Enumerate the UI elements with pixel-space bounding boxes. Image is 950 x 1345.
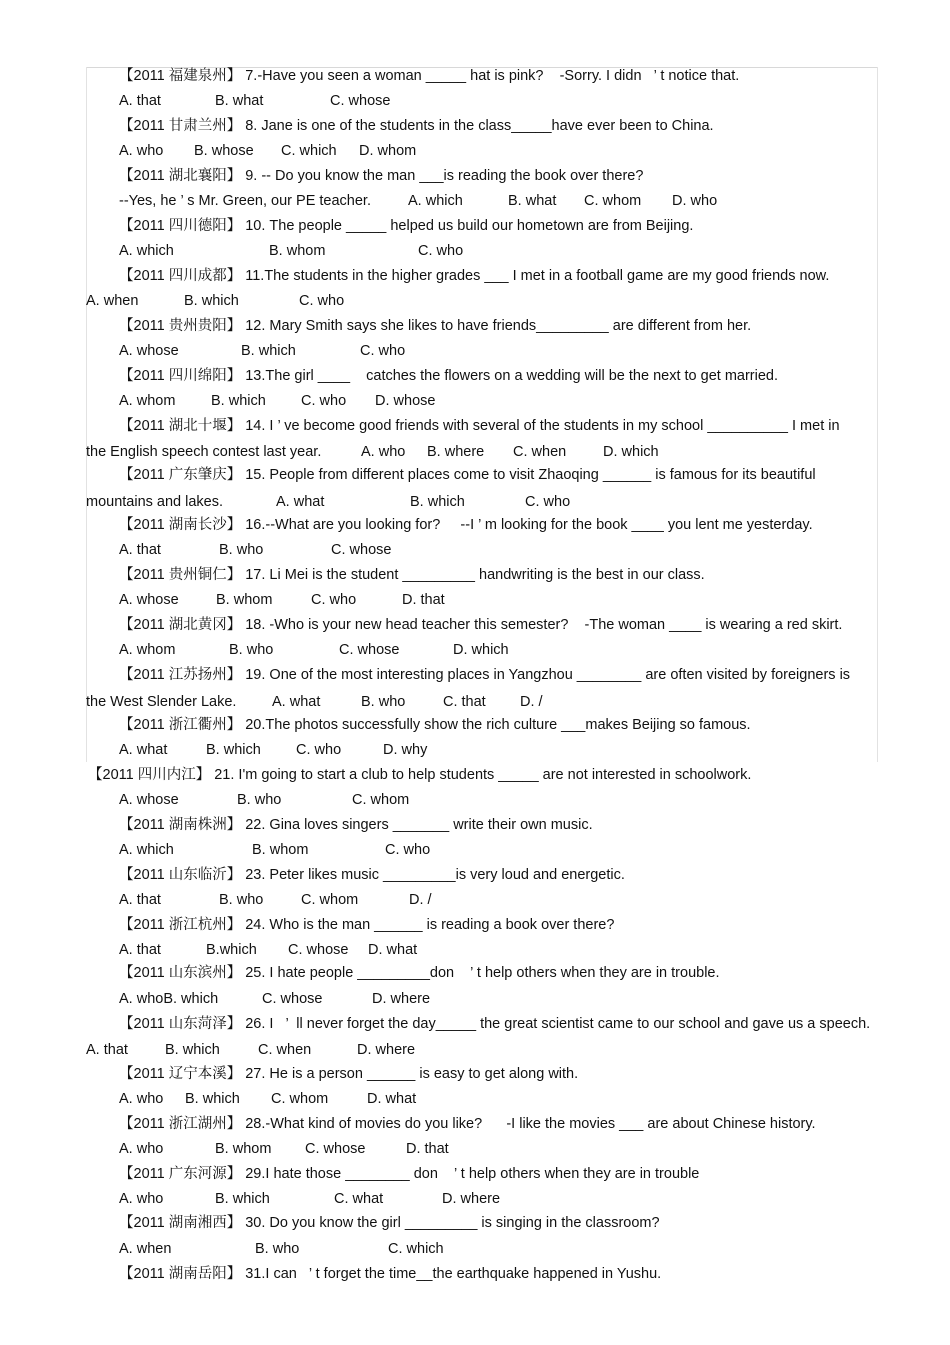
question-stem: 【2011 四川成都】 11.The students in the higher grades ___ I met in a football game are my good friends now.: [119, 268, 830, 284]
option: A. that: [119, 942, 161, 958]
option: A. whose: [119, 792, 179, 808]
option: B. who: [255, 1241, 300, 1257]
option: B. who: [219, 542, 264, 558]
option: A. who: [119, 1091, 164, 1107]
question-stem: 【2011 湖北襄阳】 9. -- Do you know the man ___is reading the book over there?: [119, 168, 644, 184]
option: A. that: [86, 1042, 128, 1058]
option: C. whose: [330, 93, 391, 109]
options-line: [86, 1041, 415, 1059]
option: C. who: [385, 842, 431, 858]
option: B. whom: [215, 1141, 272, 1157]
options-line: [119, 741, 427, 759]
option: A. what: [272, 694, 321, 710]
option: D. who: [672, 193, 718, 209]
option: D. whose: [375, 393, 436, 409]
options-line: [119, 142, 416, 160]
options-line: [119, 591, 445, 609]
option: B. which: [241, 343, 296, 359]
options-line: [86, 443, 659, 461]
question-stem: 【2011 湖南长沙】 16.--What are you looking for? --I ’ m looking for the book ____ you lent me yesterday.: [119, 517, 813, 533]
option: A. that: [119, 892, 161, 908]
option: C. who: [301, 393, 347, 409]
option: B. which: [211, 393, 266, 409]
option: C. whom: [352, 792, 410, 808]
option: D. why: [383, 742, 428, 758]
option: C. when: [258, 1042, 312, 1058]
question-stem: 【2011 贵州铜仁】 17. Li Mei is the student _________ handwriting is the best in our class.: [119, 567, 705, 583]
option: A. whose: [119, 592, 179, 608]
frame-left-border: [86, 67, 87, 762]
question-stem: 【2011 浙江湖州】 28.-What kind of movies do you like? -I like the movies ___ are about Chinese history.: [119, 1116, 816, 1132]
question-stem: 【2011 江苏扬州】 19. One of the most interesting places in Yangzhou ________ are often visited by foreigners is: [119, 667, 851, 683]
option: D. /: [520, 694, 543, 710]
question-stem: 【2011 山东菏泽】 26. I ’ ll never forget the day_____ the great scientist came to our school and gave us a speech.: [119, 1016, 871, 1032]
question-stem: 【2011 浙江衢州】 20.The photos successfully show the rich culture ___makes Beijing so famous.: [119, 717, 751, 733]
question-stem: 【2011 广东肇庆】 15. People from different places come to visit Zhaoqing ______ is famous for its beautiful: [119, 467, 816, 483]
question-stem: 【2011 湖南岳阳】 31.I can ’ t forget the time__the earthquake happened in Yushu.: [119, 1266, 662, 1282]
question-stem: 【2011 湖南湘西】 30. Do you know the girl _________ is singing in the classroom?: [119, 1215, 660, 1231]
option: A. whoB. which: [119, 991, 219, 1007]
option: B. which: [184, 293, 239, 309]
option: A. what: [119, 742, 168, 758]
option: B. who: [219, 892, 264, 908]
option: C. who: [360, 343, 406, 359]
question-stem: 【2011 山东临沂】 23. Peter likes music _________is very loud and energetic.: [119, 867, 625, 883]
option: D. which: [453, 642, 509, 658]
options-line: [86, 292, 344, 310]
question-stem: 【2011 湖南株洲】 22. Gina loves singers _______ write their own music.: [119, 817, 593, 833]
option: B. which: [215, 1191, 270, 1207]
option: B. which: [410, 494, 465, 510]
option: D. /: [409, 892, 432, 908]
option: A. which: [119, 842, 174, 858]
option: D. that: [406, 1141, 449, 1157]
question-stem: 【2011 甘肃兰州】 8. Jane is one of the students in the class_____have ever been to China.: [119, 118, 714, 134]
option: B. who: [229, 642, 274, 658]
options-line: [119, 92, 390, 110]
question-stem: 【2011 湖北十堰】 14. I ’ ve become good friends with several of the students in my school __________ I met in: [119, 418, 840, 434]
option: B. which: [206, 742, 261, 758]
question-stem: 【2011 四川绵阳】 13.The girl ____ catches the flowers on a wedding will be the next to get married.: [119, 368, 779, 384]
option: C. whom: [301, 892, 359, 908]
option: D. which: [603, 444, 659, 460]
options-line: [86, 693, 543, 711]
option: D. what: [367, 1091, 417, 1107]
option: C. who: [296, 742, 342, 758]
options-line: [119, 941, 417, 959]
option: A. what: [276, 494, 325, 510]
option: B. whose: [194, 143, 254, 159]
option: B. where: [427, 444, 485, 460]
options-line: [119, 342, 405, 360]
question-stem: 【2011 山东滨州】 25. I hate people _________don ’ t help others when they are in trouble.: [119, 965, 720, 981]
option: C. that: [443, 694, 486, 710]
options-line: [119, 242, 463, 260]
option: B. who: [361, 694, 406, 710]
option: C. what: [334, 1191, 384, 1207]
options-line: [119, 192, 717, 210]
option: B. what: [508, 193, 557, 209]
option: B. whom: [252, 842, 309, 858]
question-stem: 【2011 辽宁本溪】 27. He is a person ______ is easy to get along with.: [119, 1066, 579, 1082]
option: A. whose: [119, 343, 179, 359]
option: B. whom: [216, 592, 273, 608]
question-stem-cont: the English speech contest last year.: [86, 444, 322, 460]
frame-right-border: [877, 67, 878, 762]
option: C. who: [299, 293, 345, 309]
option: B.which: [206, 942, 257, 958]
option: C. who: [525, 494, 571, 510]
option: C. which: [281, 143, 337, 159]
option: D. where: [357, 1042, 416, 1058]
option: B. whom: [269, 243, 326, 259]
option: D. that: [402, 592, 445, 608]
question-stem-cont: the West Slender Lake.: [86, 694, 237, 710]
question-stem-cont: --Yes, he ’ s Mr. Green, our PE teacher.: [119, 193, 371, 209]
option: C. whose: [339, 642, 400, 658]
options-line: [119, 392, 435, 410]
option: B. what: [215, 93, 264, 109]
option: D. whom: [359, 143, 417, 159]
option: B. which: [185, 1091, 240, 1107]
option: C. who: [418, 243, 464, 259]
question-stem: 【2011 广东河源】 29.I hate those ________ don ’ t help others when they are in trouble: [119, 1166, 700, 1182]
option: A. when: [86, 293, 139, 309]
options-line: [119, 1240, 444, 1258]
option: A. who: [119, 1191, 164, 1207]
option: C. whose: [305, 1141, 366, 1157]
option: A. who: [119, 1141, 164, 1157]
option: A. that: [119, 93, 161, 109]
options-line: [119, 641, 509, 659]
question-stem: 【2011 福建泉州】 7.-Have you seen a woman _____ hat is pink? -Sorry. I didn ’ t notice that.: [119, 68, 740, 84]
question-stem: 【2011 湖北黄冈】 18. -Who is your new head teacher this semester? -The woman ____ is wearing a red skirt.: [119, 617, 843, 633]
options-line: [119, 990, 430, 1008]
options-line: [86, 493, 570, 511]
question-stem: 【2011 浙江杭州】 24. Who is the man ______ is reading a book over there?: [119, 917, 615, 933]
option: A. whom: [119, 642, 176, 658]
option: A. that: [119, 542, 161, 558]
question-stem: 【2011 贵州贵阳】 12. Mary Smith says she likes to have friends_________ are different from her.: [119, 318, 752, 334]
option: A. when: [119, 1241, 172, 1257]
option: A. who: [119, 143, 164, 159]
option: A. whom: [119, 393, 176, 409]
option: C. who: [311, 592, 357, 608]
option: C. whose: [262, 991, 323, 1007]
option: C. whom: [271, 1091, 329, 1107]
options-line: [119, 841, 430, 859]
option: C. whose: [288, 942, 349, 958]
question-stem-cont: mountains and lakes.: [86, 494, 224, 510]
options-line: [119, 1090, 416, 1108]
option: A. which: [408, 193, 463, 209]
option: C. when: [513, 444, 567, 460]
option: B. which: [165, 1042, 220, 1058]
option: B. who: [237, 792, 282, 808]
options-line: [119, 1140, 449, 1158]
option: D. where: [442, 1191, 501, 1207]
option: A. which: [119, 243, 174, 259]
option: D. what: [368, 942, 418, 958]
option: A. who: [361, 444, 406, 460]
option: D. where: [372, 991, 431, 1007]
options-line: [119, 791, 409, 809]
question-stem: 【2011 四川德阳】 10. The people _____ helped us build our hometown are from Beijing.: [119, 218, 694, 234]
option: C. whose: [331, 542, 392, 558]
option: C. whom: [584, 193, 642, 209]
options-line: [119, 1190, 500, 1208]
options-line: [119, 541, 391, 559]
question-stem: 【2011 四川内江】 21. I'm going to start a club to help students _____ are not interested in schoolwork.: [88, 767, 752, 783]
options-line: [119, 891, 432, 909]
option: C. which: [388, 1241, 444, 1257]
